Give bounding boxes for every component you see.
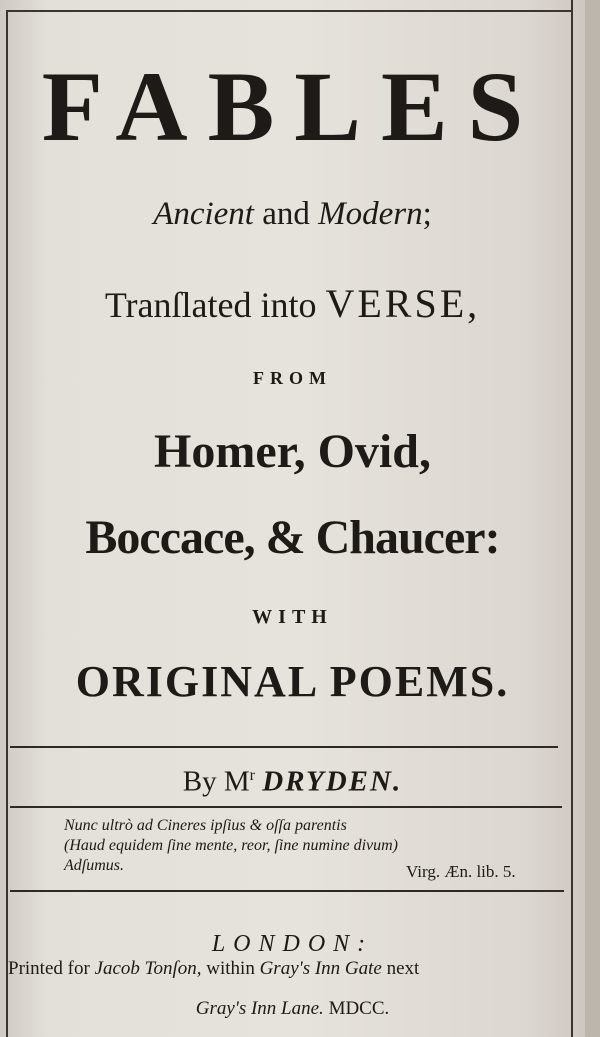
epigraph-line-2: (Haud equidem ſine mente, reor, ſine numine divum)	[64, 837, 398, 854]
translated-verse: VERSE,	[325, 281, 481, 326]
from-label: FROM	[253, 368, 332, 388]
divider-above-imprint	[10, 890, 564, 892]
subtitle-modern: Modern	[318, 196, 423, 232]
imprint-line-2	[0, 996, 585, 1022]
translated-line	[0, 280, 585, 329]
epigraph	[64, 816, 554, 881]
translated-text: Tranſlated into	[104, 285, 317, 325]
page-edge-shadow	[585, 0, 600, 1037]
imprint-printer: Jacob Tonſon,	[94, 958, 202, 979]
byline	[0, 757, 585, 801]
imprint-line-1	[8, 956, 568, 982]
original-poems: ORIGINAL POEMS.	[75, 657, 510, 706]
epigraph-citation: Virg. Æn. lib. 5.	[406, 862, 516, 881]
imprint-city: LONDON:	[211, 931, 374, 957]
subtitle-ancient: Ancient	[153, 196, 254, 232]
with-label: WITH	[252, 606, 333, 628]
imprint-location: Gray's Inn Gate	[259, 958, 382, 979]
byline-prefix: By M	[182, 765, 250, 798]
imprint-lane: Gray's Inn Lane.	[195, 998, 324, 1019]
subtitle-punct: ;	[422, 196, 432, 232]
authors-line-2: Boccace, & Chaucer:	[85, 511, 500, 564]
authors-line-1: Homer, Ovid,	[154, 425, 431, 478]
imprint-within: within	[206, 958, 255, 979]
imprint-year: MDCC.	[328, 998, 390, 1019]
book-title: FABLES	[41, 51, 544, 162]
imprint-printed-for: Printed for	[8, 958, 90, 979]
imprint-next: next	[386, 958, 420, 979]
byline-author: DRYDEN.	[262, 765, 403, 798]
subtitle-connector: and	[262, 196, 310, 232]
subtitle	[0, 192, 585, 236]
epigraph-line-1: Nunc ultrò ad Cineres ipſius & oſſa parentis	[64, 817, 347, 834]
divider-above-byline	[10, 746, 558, 748]
divider-below-byline	[10, 806, 562, 808]
byline-sup: r	[249, 767, 255, 784]
epigraph-line-3: Adſumus.	[64, 857, 124, 874]
top-border-rule	[6, 10, 573, 12]
